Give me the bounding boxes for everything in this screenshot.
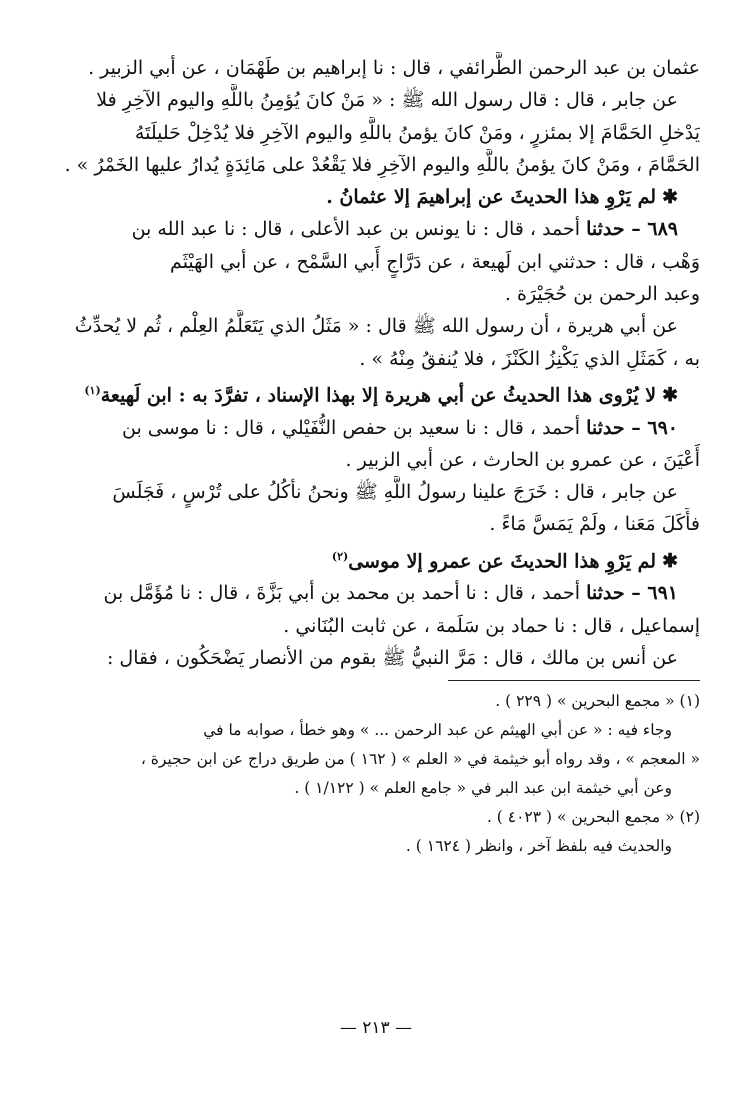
text-line: عن جابر ، قال : خَرَجَ علينا رسولُ اللَّهِ ﷺ ونحنُ نأكُلُ على تُرْسٍ ، فَجَلَسَ <box>112 481 678 504</box>
text-line: عن أنس بن مالك ، قال : مَرَّ النبيُّ ﷺ بقوم من الأنصار يَضْحَكُون ، فقال : <box>106 647 678 669</box>
hadith-entry-689: ٦٨٩ – حدثنا أحمد ، قال : نا يونس بن عبد الأعلى ، قال : نا عبد الله بن <box>131 218 678 241</box>
footnote: (١) « مجمع البحرين » ( ٢٢٩ ) . <box>495 692 700 711</box>
hadith-entry-690: ٦٩٠ – حدثنا أحمد ، قال : نا سعيد بن حفص النُّفَيْلي ، قال : نا موسى بن <box>122 416 678 439</box>
text-line: عن أبي هريرة ، أن رسول الله ﷺ قال : « مَثَلُ الذي يَتَعَلَّمُ العِلْم ، ثُم لا يُحدِّثُ <box>74 315 678 338</box>
footnote-ref: (١) <box>84 383 101 397</box>
section-heading: ✱لم يَرْوِ هذا الحديثَ عن عمرو إلا موسى$^{(٢)}$ <box>52 541 700 578</box>
hadith-entry-691: ٦٩١ – حدثنا أحمد ، قال : نا أحمد بن محمد بن أبي بَزَّةَ ، قال : نا مُؤَمَّل بن <box>103 582 678 605</box>
text-line: أَعْيَنَ ، عن عمرو بن الحارث ، عن أبي الزبير . <box>345 448 700 471</box>
footnote: « المعجم » ، وقد رواه أبو خيثمة في « العلم » ( ١٦٢ ) من طريق دراج عن ابن حجيرة ، <box>140 750 700 769</box>
footnote: وجاء فيه : « عن أبي الهيثم عن عبد الرحمن ... » وهو خطأ ، صوابه ما في <box>203 721 672 740</box>
hadith-number: ٦٩١ – حدثنا <box>586 582 678 605</box>
section-heading: ✱لا يُرْوى هذا الحديثُ عن أبي هريرة إلا بهذا الإسناد ، تفرَّدَ به : ابن لَهيعة$^{(١)}$ <box>52 375 700 412</box>
text-line: وعبد الرحمن بن حُجَيْرَة . <box>504 283 700 306</box>
page-number: — ٢١٣ — <box>339 1018 413 1038</box>
text-line: عن جابر ، قال : قال رسول الله ﷺ : « مَنْ كانَ يُؤمِنُ باللَّهِ واليوم الآخِرِ فلا <box>96 89 678 112</box>
text-line: يَدْخلِ الحَمَّامَ إلا بمئزرٍ ، ومَنْ كانَ يؤمنُ باللَّهِ واليوم الآخِرِ فلا يُدْخِلْ حَليلَتَهُ <box>134 121 700 144</box>
text-line: الحَمَّامَ ، ومَنْ كانَ يؤمنُ باللَّهِ واليوم الآخِرِ فلا يَقْعُدْ على مَائِدَةٍ يُدارُ عليها الخَمْرُ » . <box>64 153 700 176</box>
text-line: وَهْب ، قال : حدثني ابن لَهيعة ، عن دَرَّاجٍ أَبي السَّمْح ، عن أبي الهَيْثَم <box>170 250 700 273</box>
star-icon: ✱ <box>662 550 678 573</box>
footnote: وعن أبي خيثمة ابن عبد البر في « جامع العلم » ( ١/١٢٢ ) . <box>294 779 672 798</box>
footnote-ref: (٢) <box>331 549 349 563</box>
hadith-number: ٦٨٩ – حدثنا <box>586 218 678 241</box>
footnote: والحديث فيه بلفظ آخر ، وانظر ( ١٦٢٤ ) . <box>405 837 672 856</box>
star-icon: ✱ <box>662 384 678 407</box>
text-line: إسماعيل ، قال : نا حماد بن سَلَمة ، عن ثابت البُنَاني . <box>283 614 700 637</box>
star-icon: ✱ <box>662 186 678 209</box>
page-body <box>52 52 700 1072</box>
section-heading: ✱لم يَرْوِ هذا الحديثَ عن إبراهيمَ إلا عثمانُ . <box>52 181 700 213</box>
text-line: فأَكَلَ مَعَنا ، ولَمْ يَمَسَّ مَاءً . <box>489 513 700 536</box>
text-line: عثمان بن عبد الرحمن الطَّرائفي ، قال : نا إبراهيم بن طَهْمَان ، عن أبي الزبير . <box>88 57 700 79</box>
text-line: به ، كَمَثَلِ الذي يَكْنِزُ الكَنْزَ ، فلا يُنفقُ مِنْهُ » . <box>359 347 700 370</box>
footnote: (٢) « مجمع البحرين » ( ٤٠٢٣ ) . <box>486 808 700 827</box>
footnote-separator <box>448 680 700 681</box>
hadith-number: ٦٩٠ – حدثنا <box>586 416 678 439</box>
